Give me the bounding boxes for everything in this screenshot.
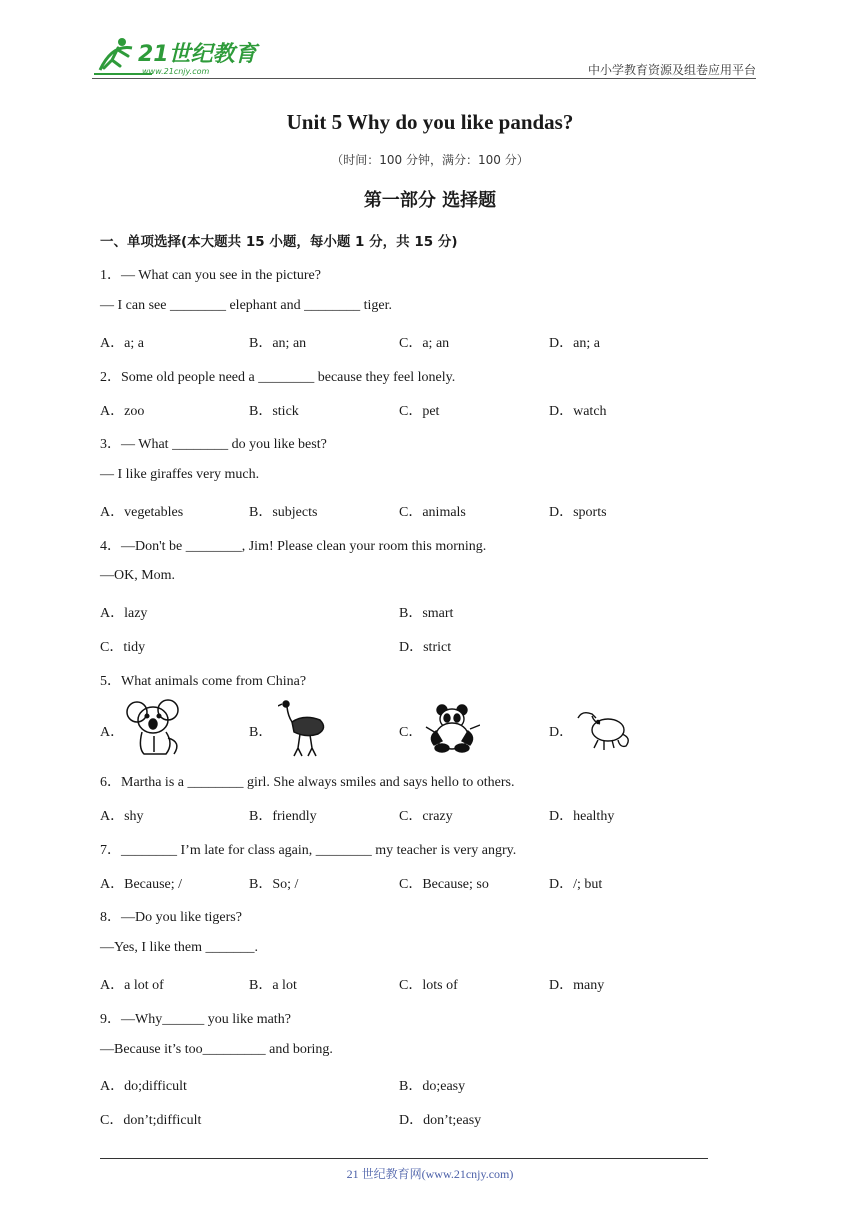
question-4-option-a[interactable]: A．lazy [100, 606, 148, 621]
question-6-option-c[interactable]: C．crazy [399, 809, 453, 824]
question-9-option-a[interactable]: A．do;difficult [100, 1079, 187, 1094]
question-7-option-b[interactable]: B．So; / [249, 877, 299, 892]
question-8-option-b[interactable]: B．a lot [249, 978, 297, 993]
question-9-option-c[interactable]: C．don’t;difficult [100, 1113, 202, 1128]
question-2-stem: 2．Some old people need a ________ because they feel lonely. [100, 370, 456, 385]
question-2-option-b[interactable]: B．stick [249, 404, 299, 419]
question-1-option-d[interactable]: D．an; a [549, 336, 600, 351]
question-8-option-c[interactable]: C．lots of [399, 978, 458, 993]
logo-url: www.21cnjy.com [142, 67, 210, 76]
question-5-option-d[interactable]: D． [549, 725, 574, 740]
footer-divider [100, 1158, 708, 1159]
question-1-option-b[interactable]: B．an; an [249, 336, 307, 351]
question-8-stem-line2: —Yes, I like them _______. [100, 940, 259, 955]
question-6-stem: 6．Martha is a ________ girl. She always smiles and says hello to others. [100, 775, 515, 790]
ostrich-image[interactable] [278, 698, 330, 758]
section-title: 一、单项选择(本大题共 15 小题，每小题 1 分，共 15 分) [100, 234, 458, 250]
question-8-option-a[interactable]: A．a lot of [100, 978, 164, 993]
question-1-option-a[interactable]: A．a; a [100, 336, 144, 351]
question-7-option-d[interactable]: D．/; but [549, 877, 603, 892]
footer-link[interactable]: 21 世纪教育网(www.21cnjy.com) [346, 1167, 514, 1181]
question-5-stem: 5．What animals come from China? [100, 674, 307, 689]
question-3-option-c[interactable]: C．animals [399, 505, 466, 520]
question-2-option-d[interactable]: D．watch [549, 404, 607, 419]
koala-image[interactable] [124, 698, 186, 758]
question-5-option-a[interactable]: A． [100, 725, 125, 740]
question-7-option-a[interactable]: A．Because; / [100, 877, 183, 892]
question-5-option-c[interactable]: C． [399, 725, 423, 740]
question-3-option-d[interactable]: D．sports [549, 505, 607, 520]
question-6-option-b[interactable]: B．friendly [249, 809, 317, 824]
platypus-image[interactable] [574, 706, 632, 752]
header-divider [92, 78, 756, 79]
question-4-stem-line2: —OK, Mom. [100, 568, 176, 583]
part-title: 第一部分 选择题 [363, 190, 497, 211]
question-1-stem: 1．— What can you see in the picture? [100, 268, 321, 283]
question-7-option-c[interactable]: C．Because; so [399, 877, 489, 892]
question-4-option-d[interactable]: D．strict [399, 640, 452, 655]
question-6-option-d[interactable]: D．healthy [549, 809, 615, 824]
question-1-option-c[interactable]: C．a; an [399, 336, 450, 351]
question-3-stem: 3．— What ________ do you like best? [100, 437, 327, 452]
question-3-stem-line2: — I like giraffes very much. [100, 467, 260, 482]
question-9-stem: 9．—Why______ you like math? [100, 1012, 291, 1027]
question-8-option-d[interactable]: D．many [549, 978, 605, 993]
exam-time-info: （时间：100 分钟，满分：100 分） [331, 153, 529, 167]
question-4-option-c[interactable]: C．tidy [100, 640, 146, 655]
page-header [92, 30, 756, 80]
question-2-option-a[interactable]: A．zoo [100, 404, 145, 419]
question-7-stem: 7．________ I’m late for class again, ________ my teacher is very angry. [100, 843, 517, 858]
question-1-stem-line2: — I can see ________ elephant and ________ tiger. [100, 298, 392, 313]
question-9-option-d[interactable]: D．don’t;easy [399, 1113, 482, 1128]
question-6-option-a[interactable]: A．shy [100, 809, 144, 824]
question-4-option-b[interactable]: B．smart [399, 606, 454, 621]
logo-text: 21世纪教育 [138, 42, 257, 67]
question-2-option-c[interactable]: C．pet [399, 404, 440, 419]
page-title: Unit 5 Why do you like pandas? [286, 110, 574, 134]
question-4-stem: 4．—Don't be ________, Jim! Please clean your room this morning. [100, 539, 487, 554]
site-logo [92, 34, 262, 78]
header-platform-text: 中小学教育资源及组卷应用平台 [587, 63, 756, 77]
question-3-option-b[interactable]: B．subjects [249, 505, 318, 520]
question-5-option-b[interactable]: B． [249, 725, 273, 740]
question-8-stem: 8．—Do you like tigers? [100, 910, 242, 925]
question-9-stem-line2: —Because it’s too_________ and boring. [100, 1042, 333, 1057]
question-9-option-b[interactable]: B．do;easy [399, 1079, 466, 1094]
question-3-option-a[interactable]: A．vegetables [100, 505, 184, 520]
panda-image[interactable] [424, 703, 480, 753]
